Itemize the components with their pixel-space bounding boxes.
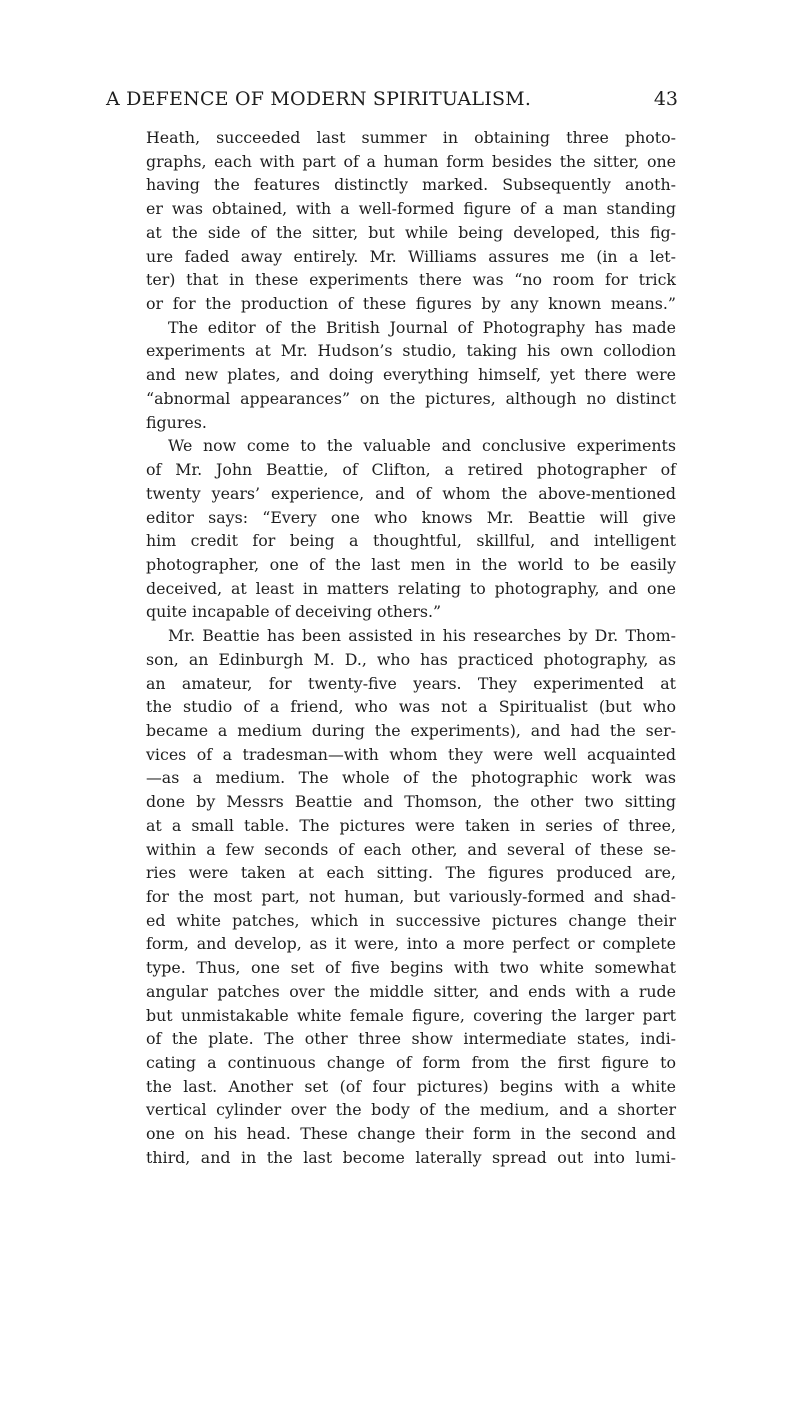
text-line: figures.	[146, 412, 207, 432]
text-line: deceived, at least in matters relating to photography, and one	[146, 578, 676, 598]
text-line: “abnormal appearances” on the pictures, although no distinct	[146, 388, 676, 408]
text-line: cating a continuous change of form from the first figure to	[146, 1053, 676, 1073]
text-line: or for the production of these figures by any known means.”	[146, 294, 676, 314]
running-head	[106, 88, 678, 112]
text-line: editor says: “Every one who knows Mr. Beattie will give	[146, 507, 676, 527]
text-line: within a few seconds of each other, and several of these se-	[146, 839, 676, 859]
text-line: Mr. Beattie has been assisted in his researches by Dr. Thom-	[168, 626, 676, 646]
text-line: ure faded away entirely. Mr. Williams assures me (in a let-	[146, 246, 676, 266]
text-line: quite incapable of deceiving others.”	[146, 602, 442, 622]
text-line: of the plate. The other three show intermediate states, indi-	[146, 1029, 676, 1049]
text-line: —as a medium. The whole of the photographic work was	[146, 768, 676, 788]
text-line: ries were taken at each sitting. The figures produced are,	[146, 863, 676, 883]
text-line: an amateur, for twenty-five years. They experimented at	[146, 673, 676, 693]
text-line: er was obtained, with a well-formed figure of a man standing	[146, 199, 676, 219]
body-text	[146, 126, 676, 1170]
running-title: A DEFENCE OF MODERN SPIRITUALISM.	[106, 88, 532, 110]
text-line: type. Thus, one set of five begins with two white somewhat	[146, 958, 676, 978]
text-line: for the most part, not human, but variously-formed and shad-	[146, 887, 676, 906]
text-line: him credit for being a thoughtful, skillful, and intelligent	[146, 531, 676, 551]
text-line: son, an Edinburgh M. D., who has practiced photography, as	[146, 649, 676, 669]
page-number: 43	[653, 88, 678, 110]
text-line: We now come to the valuable and conclusive experiments	[168, 436, 676, 456]
text-line: having the features distinctly marked. Subsequently anoth-	[146, 175, 676, 195]
text-line: The editor of the British Journal of Photography has made	[168, 317, 676, 337]
text-line: the studio of a friend, who was not a Spiritualist (but who	[146, 697, 676, 717]
text-line: vertical cylinder over the body of the medium, and a shorter	[146, 1100, 676, 1120]
text-line: ed white patches, which in successive pictures change their	[146, 910, 676, 930]
text-line: at the side of the sitter, but while being developed, this fig-	[146, 222, 676, 242]
text-line: one on his head. These change their form in the second and	[146, 1124, 676, 1144]
text-line: ter) that in these experiments there was “no room for trick	[146, 270, 676, 290]
text-line: and new plates, and doing everything himself, yet there were	[146, 365, 676, 385]
text-line: third, and in the last become laterally spread out into lumi-	[146, 1147, 676, 1167]
text-line: angular patches over the middle sitter, and ends with a rude	[146, 981, 676, 1001]
text-line: graphs, each with part of a human form besides the sitter, one	[146, 151, 676, 171]
text-line: vices of a tradesman—with whom they were well acquainted	[146, 744, 676, 764]
text-line: at a small table. The pictures were taken in series of three,	[146, 815, 676, 835]
text-line: became a medium during the experiments), and had the ser-	[146, 720, 676, 740]
text-line: Heath, succeeded last summer in obtaining three photo-	[146, 128, 676, 147]
text-line: experiments at Mr. Hudson’s studio, taking his own collodion	[146, 341, 676, 361]
text-line: of Mr. John Beattie, of Clifton, a retired photographer of	[146, 460, 676, 480]
text-line: done by Messrs Beattie and Thomson, the other two sitting	[146, 792, 676, 812]
text-line: but unmistakable white female figure, covering the larger part	[146, 1005, 676, 1025]
text-line: form, and develop, as it were, into a more perfect or complete	[146, 934, 676, 954]
text-line: twenty years’ experience, and of whom the above-mentioned	[146, 483, 676, 503]
text-line: photographer, one of the last men in the world to be easily	[146, 554, 676, 574]
text-line: the last. Another set (of four pictures) begins with a white	[146, 1076, 676, 1096]
